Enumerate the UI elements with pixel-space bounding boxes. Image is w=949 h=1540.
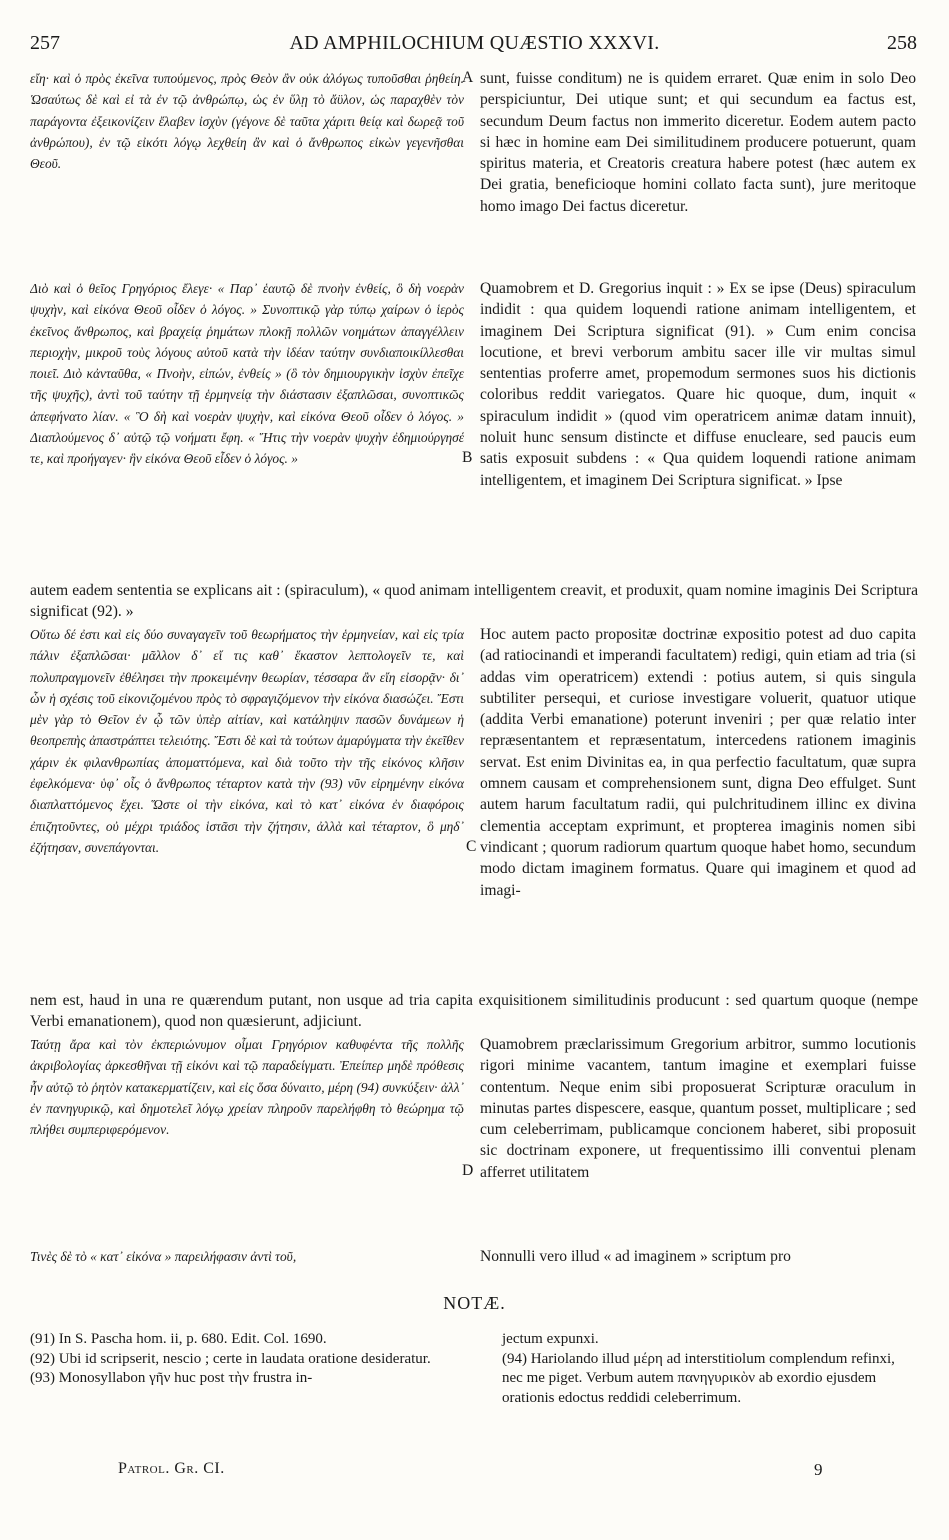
footer-signature: 9 [814,1460,823,1479]
margin-mark-a: A [462,69,474,86]
fullwidth-paragraph: autem eadem sententia se explicans ait : (spiraculum), « quod animam intelligentem creavit, et produxit, quam nomine imaginis Dei Scriptura significat (92). » [30,582,918,621]
greek-paragraph: Τινὲς δὲ τὸ « κατ᾽ εἰκόνα » παρειλήφασιν ἀντὶ τοῦ, [30,1249,297,1264]
footnote-93-continued: jectum expunxi. [502,1331,599,1347]
greek-paragraph: Οὕτω δέ ἐστι καὶ εἰς δύο συναγαγεῖν τοῦ θεωρήματος τὴν ἑρμηνείαν, καὶ εἰς τρία πάλιν ἐξαπλῶσαι· μᾶλλον δ᾽ εἴ τις καθ᾽ ἕκαστον λεπτολογεῖν τε, καὶ πολυπραγμονεῖν ἐθέλησει τὴν προκειμένην θεωρίαν, τέσσαρα ἂν εἴη εἰσορᾷν· δι᾽ ὧν ἡ σχέσις τοῦ εἰκονιζομένου πρὸς τὸ σφραγιζόμενον τὴν εἰκόνα διασώζει. Ἔστι μὲν γὰρ τὸ Θεῖον ἐν ᾧ τῶν ὑπὲρ αἰτίαν, καὶ κατάληψιν πασῶν δυνάμεων ἡ θεοπρεπὴς ἀπαστράπτει τελειότης. Ἔστι δὲ καὶ τὰ τούτων ἀμαρύγματα τὴν ἐκεῖθεν χάριν ἐκ φιλανθρωπίας ἀποματτόμενα, καὶ διὰ τοῦτο τὴν τῆς εἰκόνος κλῆσιν ἐφελκόμενα· ὑφ᾽ οἷς ὁ ἄνθρωπος τέταρτον κατὰ τὴν (93) νῦν εἰρημένην εἰκόνα διαπλαττόμενος ἔχει. Ὥστε οἱ τὴν εἰκόνα, καὶ τὸ κατ᾽ εἰκόνα ἐν διαφόροις ἐπιζητοῦντες, οὐ μέχρι τριάδος ἱστᾶσι τὴν ζήτησιν, ἀλλὰ καὶ τέταρτον, ὃ μηδ᾽ ἐζήτησαν, συνεπάγονται. [30,627,464,855]
greek-paragraph: εἴη· καὶ ὁ πρὸς ἐκεῖνα τυπούμενος, πρὸς Θεὸν ἂν οὐκ ἀλόγως τυποῦσθαι ῥηθείη. Ὡσαύτως δὲ καὶ εἰ τὰ ἐν τῷ ἀνθρώπῳ, ὡς ἐν ὕλῃ τὸ ἄϋλον, ὡς παραχθὲν τὸν παράγοντα ἐξεικονίζειν ἔλαβεν ἰσχὺν (γέγονε δὲ ταῦτα χάριτι θείᾳ καὶ δωρεᾷ τοῦ ἀνθρώπου), ἐν τῷ εἰκότι λόγῳ λεχθείη ἂν καὶ ὁ ἄνθρωπος εἰκὼν γεγενῆσθαι Θεοῦ. [30,71,464,172]
fullwidth-paragraph: nem est, haud in una re quærendum putant, non usque ad tria capita exquisitionem similitudinis producunt : sed quartum quoque (nempe Verbi emanationem), quod non quæsierunt, adjiciunt. [30,992,918,1031]
page-header [0,32,949,62]
margin-mark-c: C [466,838,477,855]
latin-paragraph: sunt, fuisse conditum) ne is quidem erraret. Quæ enim in solo Deo perspiciuntur, Dei utique sunt; et qui secundum ea factus est, secundum Deum factus non immerito diceretur. Eodem autem pacto si hæc in homine eam Dei similitudinem producere potuerunt, quam spiritus materia, et Creatoris creatura habere potest (hæc autem ex Dei gratia, beneficioque homini collato facta sunt), jure meritoque homo imago Dei factus diceretur. [480,70,916,215]
latin-paragraph: Quamobrem et D. Gregorius inquit : » Ex se ipse (Deus) spiraculum indidit : qua quidem loquendi ratione animam intelligentem, et imaginem Dei Scriptura significat (91). » Cum enim concisa locutione, et brevi verborum ambitu sacer ille vir multas simul sententias proferre amet, propemodum sermones suos his dictionis coloribus reddit variegatos. Quare hic quoque, dum, inquit « spiraculum indidit » (quod vim operatricem animæ datam innuit), noluit hunc sensum distincte et diffuse enucleare, sed paucis eum satis exposuit subdens : « Qua quidem loquendi ratione animam intelligentem, et imaginem Dei Scriptura significat. » Ipse [480,280,916,489]
latin-paragraph: Nonnulli vero illud « ad imaginem » scriptum pro [480,1248,791,1265]
footnote-94: (94) Hariolando illud μέρη ad interstitiolum complendum refinxi, nec me piget. Verbum autem πανηγυρικὸν ab exordio ejusdem orationis edoctus reddidi celeberrimum. [502,1350,895,1406]
notes-right-column [502,1330,918,1408]
latin-paragraph: Quamobrem præclarissimum Gregorium arbitror, summo locutionis rigori minime vacantem, tantum imagine et exemplari fuisse contentum. Neque enim sibi proposuerat Scripturæ oraculum in minutas partes dispescere, easque, quantum posset, multiplicare ; sed cum celeberrimam, publicamque concionem haberet, sibi proposuit sic doctrinam exponere, ut frequentissimo illi conventui plenam afferret utilitatem [480,1036,916,1181]
notes-left-column [30,1330,462,1389]
margin-mark-d: D [462,1162,474,1179]
running-title: AD AMPHILOCHIUM QUÆSTIO XXXVI. [289,32,660,54]
notes-heading: NOTÆ. [443,1293,506,1313]
margin-mark-b: B [462,449,473,466]
latin-paragraph: Hoc autem pacto propositæ doctrinæ expositio potest ad duo capita (ad ratiocinandi et imperandi facultatem) redigi, quin etiam ad tria (si addas vim operatricem) extendi : potius autem, si quis singula subtiliter persequi, et curiose investigare voluerit, quatuor utique (addita Verbi emanatione) poterunt inveniri ; per quæ relatio inter repræsentantem et repræsentatum, intercedens rationem imaginis servat. Est enim Divinitas ea, in qua perfectio facultatum, quæ supra omnem causam et comprehensionem sunt, digna Deo effulget. Sunt autem harum facultatum radii, qui pulchritudinem illinc ex divina clementia acceptam exprimunt, et propterea imaginis nomen sibi vindicant ; quorum radiorum quartum quoque habet homo, secundum modo dictam imaginem formatus. Quare qui imaginem et quod ad imagi- [480,626,916,899]
footnote-92: (92) Ubi id scripserit, nescio ; certe in laudata oratione desideratur. [30,1350,431,1367]
page-number-right: 258 [887,32,917,54]
footnote-91: (91) In S. Pascha hom. ii, p. 680. Edit. Col. 1690. [30,1331,327,1347]
greek-paragraph: Διὸ καὶ ὁ θεῖος Γρηγόριος ἔλεγε· « Παρ᾽ ἑαυτῷ δὲ πνοὴν ἐνθείς, ὃ δὴ νοερὰν ψυχὴν, καὶ εἰκόνα Θεοῦ οἶδεν ὁ λόγος. » Συνοπτικῷ γὰρ τύπῳ χαίρων ὁ ἱερὸς ἐκεῖνος ἄνθρωπος, καὶ βραχείᾳ ῥημάτων πλοκῇ πολλῶν νοημάτων ἀπαγγέλλειν περιοχὴν, μικροῦ τοὺς λόγους αὐτοῦ κατὰ τὴν ἰδέαν ταύτην συνδιαποικίλλεσθαι ποιεῖ. Διὸ κἀνταῦθα, « Πνοὴν, εἰπών, ἐνθείς » (ὃ τὸν δημιουργικὴν ἰσχὺν ἐπεῖχε τῆς ψυχῆς), ἀντὶ τοῦ ταύτην τῇ ἑρμηνείᾳ τὴν διάστασιν ἐξαπλῶσαι, συνοπτικῶς ἀπεφήνατο λίαν. « Ὃ δὴ καὶ νοερὰν ψυχὴν, καὶ εἰκόνα Θεοῦ οἶδεν ὁ λόγος. » Διαπλούμενος δ᾽ αὐτῷ τῷ νοήματι ἔφη. « Ἥτις τὴν νοερὰν ψυχὴν ἐδημιούργησέ τε, καὶ προήγαγεν· ἣν εἰκόνα Θεοῦ εἶδεν ὁ λόγος. » [30,281,464,467]
greek-paragraph: Ταύτῃ ἄρα καὶ τὸν ἐκπεριώνυμον οἶμαι Γρηγόριον καθυφέντα τῆς πολλῆς ἀκριβολογίας ἀρκεσθῆναι τῇ εἰκόνι καὶ τῷ παραδείγματι. Ἐπείπερ μηδὲ πρόθεσις ἦν αὐτῷ τὸ ῥητὸν κατακερματίζειν, καὶ εἰς ὅσα δύναιτο, μέρη (94) συνκύξειν· ἀλλ᾽ ἐν πανηγυρικῷ, καὶ δημοτελεῖ λόγῳ χρείαν πληροῦν παρελήφθη τὸ θεώρημα τῷ πλήθει συμπεριφερόμενον. [30,1037,464,1138]
page-number-left: 257 [30,32,60,54]
footer-series: Patrol. Gr. CI. [118,1460,225,1477]
footnote-93: (93) Monosyllabon γῆν huc post τὴν frustra in- [30,1370,313,1386]
